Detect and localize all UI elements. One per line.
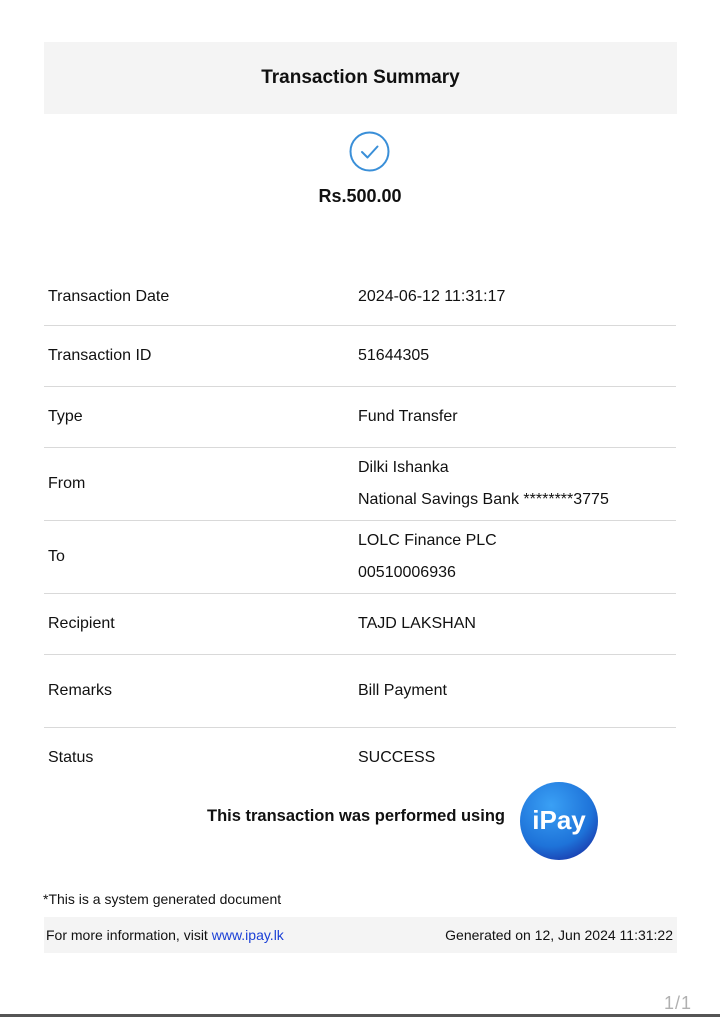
footer-bar <box>44 917 677 953</box>
generated-timestamp: Generated on 12, Jun 2024 11:31:22 <box>445 927 673 943</box>
row-recipient <box>44 594 676 655</box>
status-value: SUCCESS <box>358 749 436 766</box>
row-label: Remarks <box>48 682 113 699</box>
row-value <box>358 459 676 509</box>
website-link[interactable]: www.ipay.lk <box>211 927 284 943</box>
row-value <box>358 532 676 582</box>
row-value: TAJD LAKSHAN <box>358 615 476 632</box>
footer-info <box>46 927 284 943</box>
row-label: Type <box>48 408 83 425</box>
row-value: Fund Transfer <box>358 408 458 425</box>
details-table <box>44 268 676 788</box>
from-account: National Savings Bank ********3775 <box>358 491 609 508</box>
footer-info-prefix: For more information, visit <box>46 927 208 943</box>
check-circle-icon <box>349 131 390 172</box>
row-transaction-id <box>44 326 676 387</box>
row-transaction-date <box>44 268 676 326</box>
to-name: LOLC Finance PLC <box>358 532 497 549</box>
row-label: Transaction ID <box>48 347 152 364</box>
page-title: Transaction Summary <box>261 67 460 88</box>
header-bar <box>44 42 677 114</box>
row-to <box>44 521 676 594</box>
row-value: 2024-06-12 11:31:17 <box>358 287 506 305</box>
powered-by-text: This transaction was performed using <box>207 807 505 825</box>
row-value: Bill Payment <box>358 682 447 699</box>
from-name: Dilki Ishanka <box>358 459 449 476</box>
to-account: 00510006936 <box>358 564 456 581</box>
ipay-logo <box>519 781 599 861</box>
row-label: Recipient <box>48 615 115 632</box>
row-type <box>44 387 676 448</box>
row-label: From <box>48 475 86 492</box>
svg-text:iPay: iPay <box>532 805 586 835</box>
row-label: To <box>48 548 65 565</box>
row-label: Status <box>48 749 94 766</box>
row-value: 51644305 <box>358 347 430 364</box>
amount: Rs.500.00 <box>318 186 402 206</box>
page-indicator: 1/1 <box>663 993 692 1013</box>
row-label: Transaction Date <box>48 287 170 305</box>
row-from <box>44 448 676 521</box>
system-note: *This is a system generated document <box>43 891 282 907</box>
powered-by-section <box>0 778 720 864</box>
row-remarks <box>44 655 676 728</box>
